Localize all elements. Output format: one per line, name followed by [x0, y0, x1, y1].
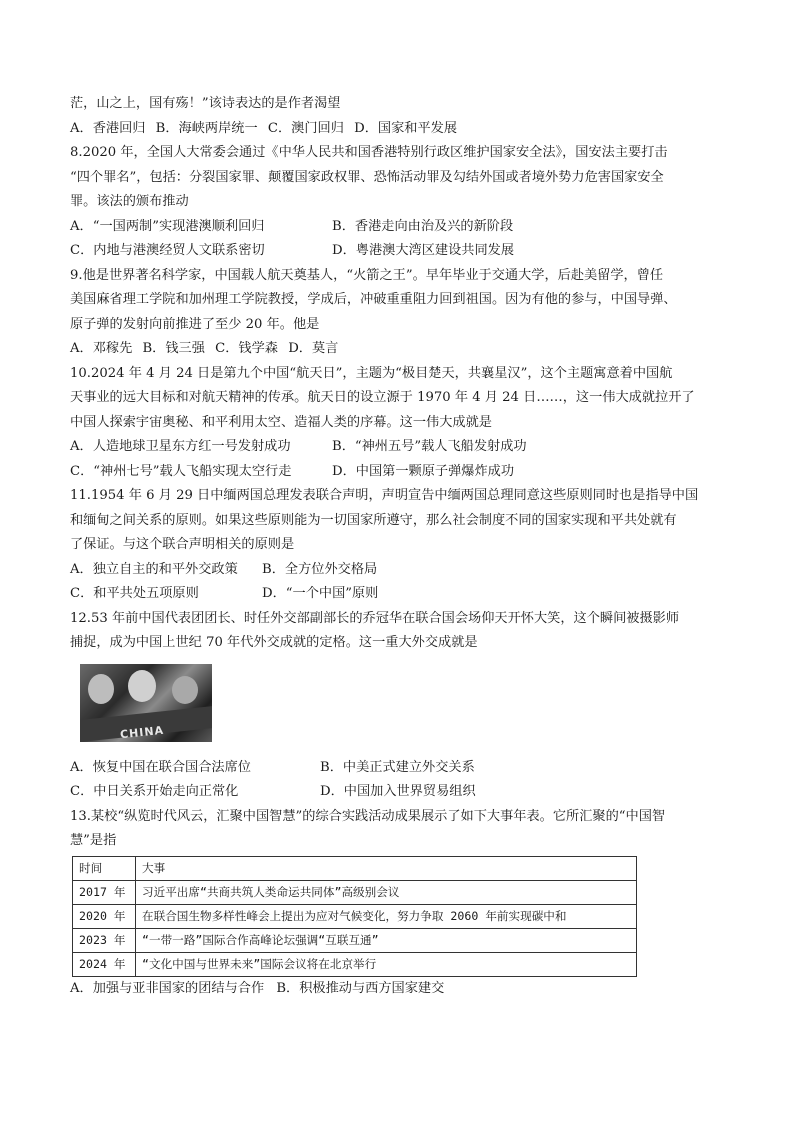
table-cell-event: “文化中国与世界未来”国际会议将在北京举行: [136, 952, 637, 976]
question-11-stem: 了保证。与这个联合声明相关的原则是: [70, 537, 295, 552]
question-9-options: [70, 337, 730, 362]
question-12-stem: 捕捉，成为中国上世纪 70 年代外交成就的定格。这一重大外交成就是: [70, 635, 478, 650]
option-a: A．邓稼先: [70, 341, 133, 356]
question-11-stem: 和缅甸之间关系的原则。如果这些原则能为一切国家所遵守，那么社会制度不同的国家实现和平共处就有: [70, 512, 677, 528]
option-b: B．全方位外交格局: [262, 561, 378, 577]
option-c: C．和平共处五项原则: [70, 586, 199, 601]
question-10-stem: 天事业的远大目标和对航天精神的传承。航天日的设立源于 1970 年 4 月 24 日……，这一伟大成就拉开了: [70, 390, 695, 405]
question-11-stem: 11.1954 年 6 月 29 日中缅两国总理发表联合声明，声明宣告中缅两国总理同意这些原则同时也是指导中国: [70, 488, 699, 503]
table-cell-event: 习近平出席“共商共筑人类命运共同体”高级别会议: [136, 880, 637, 904]
question-9-stem: 原子弹的发射向前推进了至少 20 年。他是: [70, 316, 320, 332]
table-header-row: [73, 856, 637, 880]
table-row: [73, 880, 637, 904]
photo-country-sign: CHINA: [119, 723, 165, 741]
option-b: B．海峡两岸统一: [155, 120, 258, 136]
option-c: C．内地与港澳经贸人文联系密切: [70, 243, 265, 258]
question-8-stem: 罪。该法的颁布推动: [70, 194, 189, 209]
question-11-options-row1: [70, 558, 730, 583]
option-b: B．香港走向由治及兴的新阶段: [332, 218, 514, 234]
option-b: B．“神州五号”载人飞船发射成功: [332, 439, 527, 454]
table-header-event: 大事: [136, 856, 637, 880]
table-cell-year: 2017 年: [73, 880, 136, 904]
question-8-stem: 8.2020 年，全国人大常委会通过《中华人民共和国香港特别行政区维护国家安全法》，国安法主要打击: [70, 145, 668, 160]
option-a: A．独立自主的和平外交政策: [70, 561, 238, 577]
option-d: D．粤港澳大湾区建设共同发展: [332, 243, 515, 258]
question-11-options-row2: [70, 582, 730, 607]
question-12-stem: 12.53 年前中国代表团团长、时任外交部副部长的乔冠华在联合国会场仰天开怀大笑，这个瞬间被摄影师: [70, 610, 680, 626]
question-10-options-row1: [70, 435, 730, 460]
question-8-stem: “四个罪名”，包括：分裂国家罪、颠覆国家政权罪、恐怖活动罪及勾结外国或者境外势力危害国家安全: [70, 169, 664, 185]
table-header-time: 时间: [73, 856, 136, 880]
photo-face: [172, 676, 198, 704]
question-13-stem: 慧”是指: [70, 833, 117, 848]
table-cell-event: 在联合国生物多样性峰会上提出为应对气候变化，努力争取 2060 年前实现碳中和: [136, 904, 637, 928]
option-c: C．澳门回归: [267, 120, 344, 136]
question-12-options-row1: [70, 756, 730, 781]
exam-page: [70, 92, 730, 1001]
option-a: A．恢复中国在联合国合法席位: [70, 759, 251, 775]
question-8-options-row1: [70, 215, 730, 240]
table-cell-year: 2020 年: [73, 904, 136, 928]
option-d: D．“一个中国”原则: [262, 586, 379, 601]
table-row: [73, 928, 637, 952]
table-row: [73, 904, 637, 928]
option-a: A．“一国两制”实现港澳顺利回归: [70, 218, 265, 234]
question-7-options: [70, 117, 730, 142]
option-c: C．中日关系开始走向正常化: [70, 784, 239, 799]
photo-face: [128, 670, 156, 702]
option-d: D．中国加入世界贸易组织: [320, 784, 476, 799]
option-d: D．国家和平发展: [354, 120, 458, 136]
events-timeline-table: [72, 856, 637, 977]
table-cell-year: 2024 年: [73, 952, 136, 976]
question-9-stem: 9.他是世界著名科学家，中国载人航天奠基人，“火箭之王”。早年毕业于交通大学，后赴美留学，曾任: [70, 267, 664, 283]
question-10-options-row2: [70, 460, 730, 485]
photo-face: [88, 674, 114, 704]
question-7-stem-end: 茫，山之上，国有殇！”该诗表达的是作者渴望: [70, 96, 341, 111]
question-9-stem: 美国麻省理工学院和加州理工学院教授，学成后，冲破重重阻力回到祖国。因为有他的参与，中国导弹、: [70, 292, 677, 307]
question-10-stem: 中国人探索宇宙奥秘、和平利用太空、造福人类的序幕。这一伟大成就是: [70, 414, 492, 430]
option-b: B．中美正式建立外交关系: [320, 759, 475, 775]
question-13-options-row1: [70, 977, 730, 1002]
table-cell-year: 2023 年: [73, 928, 136, 952]
historic-photo: [80, 664, 212, 742]
option-a: A．加强与亚非国家的团结与合作: [70, 980, 265, 996]
table-row: [73, 952, 637, 976]
option-d: D．中国第一颗原子弹爆炸成功: [332, 463, 515, 479]
table-cell-event: “一带一路”国际合作高峰论坛强调“互联互通”: [136, 928, 637, 952]
option-a: A．香港回归: [70, 120, 146, 136]
option-b: B．钱三强: [142, 341, 205, 356]
question-12-options-row2: [70, 780, 730, 805]
question-10-stem: 10.2024 年 4 月 24 日是第九个中国“航天日”，主题为“极目楚天，共襄星汉”，这个主题寓意着中国航: [70, 365, 673, 381]
option-a: A．人造地球卫星东方红一号发射成功: [70, 439, 291, 454]
option-c: C．钱学森: [215, 341, 278, 356]
option-b: B．积极推动与西方国家建交: [276, 980, 445, 996]
option-d: D．莫言: [288, 341, 339, 356]
question-8-options-row2: [70, 239, 730, 264]
question-13-stem: 13.某校“纵览时代风云，汇聚中国智慧”的综合实践活动成果展示了如下大事年表。它所汇聚的“中国智: [70, 808, 666, 824]
option-c: C．“神州七号”载人飞船实现太空行走: [70, 463, 292, 479]
